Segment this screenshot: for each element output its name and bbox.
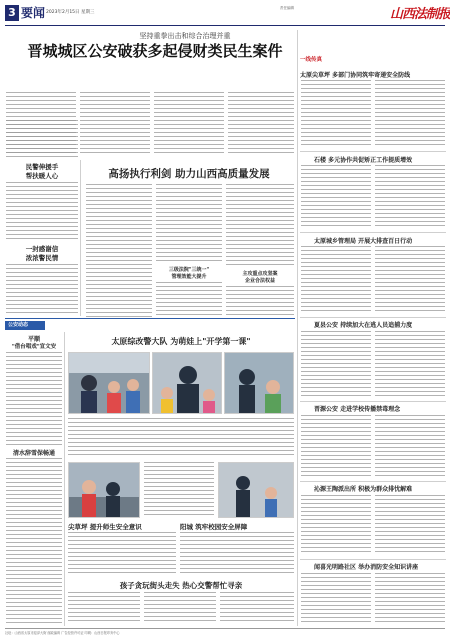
left-text-a — [6, 120, 78, 160]
right-text-4a — [301, 331, 371, 397]
left-subhead-2: 一封感谢信 — [25, 245, 59, 253]
right-story-5: 晋源公安 走进学校传播禁毒理念 — [314, 406, 401, 413]
bottom-text-3 — [220, 592, 294, 624]
right-column-rule — [297, 30, 298, 626]
lower-left-sub1b: "借台唱戏"宣文安 — [11, 344, 57, 350]
lead-headline: 晋城城区公安破获多起侵财类民生案件 — [27, 42, 283, 60]
lead-kicker: 坚持重拳出击和综合治理并重 — [139, 32, 231, 40]
feature-photo-3 — [224, 352, 294, 414]
right-banner: 一线传真 — [300, 57, 323, 63]
lower-section-rule — [5, 318, 295, 319]
center-text-col-2b — [156, 282, 222, 318]
right-text-7a — [301, 573, 371, 625]
right-text-6b — [375, 495, 445, 555]
lower-column-rule — [64, 332, 65, 626]
left-subhead-1b: 帮扶暖人心 — [25, 172, 59, 180]
right-rule-6 — [300, 559, 446, 560]
lead-text-col-4 — [228, 92, 294, 156]
page-footer: 社址：山西省太原市迎泽大街 邮政编码 广告经营许可证 印刷：山西日报印务中心 — [5, 628, 445, 636]
lower-left-sub1: 平顺 — [27, 336, 40, 343]
right-text-4b — [375, 331, 445, 397]
center-text-col-3 — [226, 184, 294, 268]
lead-text-col-2 — [80, 92, 150, 156]
right-text-1a — [301, 80, 371, 146]
newspaper-logo: 山西法制报 — [390, 7, 450, 22]
lower-left-sub2: 清水辞雪保畅通 — [12, 450, 55, 457]
right-rule-4 — [300, 401, 446, 402]
feature-caption-text — [68, 418, 294, 458]
right-story-2: 石楼 多元协作共促矫正工作提质增效 — [314, 157, 413, 164]
left-subhead-2b: 浓浓警民情 — [25, 254, 59, 262]
right-story-1: 太原尖草坪 多部门协同筑牢寄递安全防线 — [300, 72, 411, 79]
right-rule-2 — [300, 232, 446, 233]
right-text-3b — [375, 246, 445, 312]
left-text-c — [6, 264, 78, 316]
bottom-text-1 — [68, 592, 140, 624]
lead-text-col-3 — [154, 92, 224, 156]
center-caption-2: 主攻重点攻坚案 — [242, 271, 278, 277]
center-caption-1b: 管理效能大提升 — [171, 274, 207, 280]
feature-headline: 太原综改警大队 为萌娃上"开学第一课" — [111, 337, 251, 346]
page-number: 3 — [5, 5, 19, 21]
feature-photo-5 — [218, 462, 294, 518]
masthead-rule — [5, 25, 445, 26]
center-headline: 高扬执行利剑 助力山西高质量发展 — [108, 168, 270, 180]
right-text-3a — [301, 246, 371, 312]
editor-info: 责任编辑 — [280, 6, 294, 10]
left-text-b — [6, 182, 78, 242]
left-subhead-1: 民警伸援手 — [25, 163, 59, 171]
right-story-3: 太原城乡管理局 开展大排查百日行动 — [314, 238, 413, 245]
center-text-col-3b — [226, 286, 294, 318]
right-text-6a — [301, 495, 371, 555]
column-rule — [80, 160, 81, 316]
center-caption-1: 三级法院"三统一" — [168, 267, 210, 273]
right-rule-3 — [300, 317, 446, 318]
issue-date: 2023年2月15日 星期三 — [46, 10, 95, 15]
center-text-col-2 — [156, 184, 222, 264]
right-text-5b — [375, 415, 445, 477]
lower-left-text-2 — [6, 458, 62, 624]
lower-left-text-1 — [6, 352, 62, 446]
right-story-6: 沁源王陶派出所 积极为群众排忧解难 — [314, 486, 413, 493]
right-story-4: 夏县公安 持续加大在逃人员追捕力度 — [314, 322, 413, 329]
mid-subhead-1: 尖草坪 提升师生安全意识 — [68, 523, 142, 531]
mid-text-b — [68, 532, 176, 574]
right-text-2b — [375, 165, 445, 227]
right-text-1b — [375, 80, 445, 146]
feature-photo-2 — [152, 352, 222, 414]
right-rule-5 — [300, 481, 446, 482]
right-story-7: 闻喜光明路社区 举办消防安全知识讲座 — [314, 564, 419, 571]
bottom-text-2 — [144, 592, 216, 624]
right-text-2a — [301, 165, 371, 227]
right-rule-1 — [300, 151, 446, 152]
center-caption-2b: 企业合法权益 — [244, 278, 275, 284]
feature-photo-4 — [68, 462, 140, 518]
section-name: 要闻 — [21, 6, 46, 20]
police-news-banner: 公安动态 — [5, 321, 45, 330]
mid-text-c — [180, 532, 294, 574]
masthead — [0, 0, 450, 30]
feature-photo-1 — [68, 352, 150, 414]
center-text-col-1 — [86, 184, 152, 318]
right-text-5a — [301, 415, 371, 477]
right-text-7b — [375, 573, 445, 625]
mid-text-a — [144, 462, 214, 518]
bottom-headline: 孩子贪玩街头走失 热心交警帮忙寻亲 — [119, 581, 243, 590]
mid-subhead-2: 阳城 筑牢校园安全屏障 — [180, 523, 248, 531]
